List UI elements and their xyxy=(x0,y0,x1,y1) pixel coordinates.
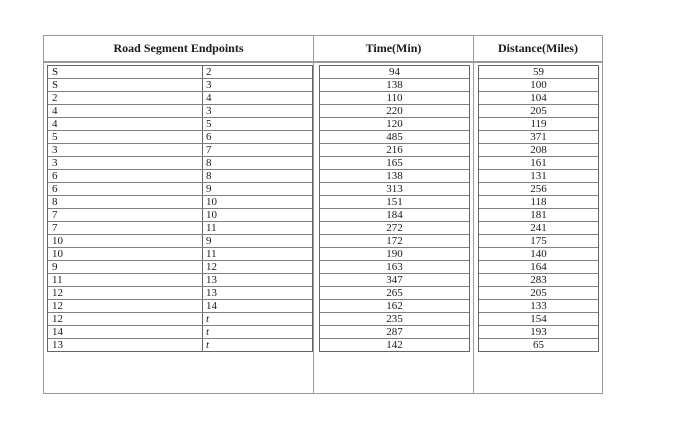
distance-cell: 133 xyxy=(479,300,598,313)
from-node-cell: 10 xyxy=(48,248,203,261)
table-row xyxy=(320,300,469,313)
distance-cell: 205 xyxy=(479,287,598,300)
from-node-cell: 12 xyxy=(48,300,203,313)
from-node-cell: 12 xyxy=(48,287,203,300)
time-cell: 120 xyxy=(320,118,469,131)
table-row xyxy=(320,326,469,339)
table-row xyxy=(320,183,469,196)
from-node-cell: 14 xyxy=(48,326,203,339)
table-row xyxy=(48,79,312,92)
to-node-cell: 5 xyxy=(203,118,313,131)
time-cell: 190 xyxy=(320,248,469,261)
to-node-cell: 10 xyxy=(203,196,313,209)
time-cell: 287 xyxy=(320,326,469,339)
distance-cell: 193 xyxy=(479,326,598,339)
distance-cell: 181 xyxy=(479,209,598,222)
to-node-cell: 11 xyxy=(203,222,313,235)
to-node-cell: t xyxy=(206,339,210,351)
from-node-cell: 12 xyxy=(48,313,203,326)
distance-cell: 104 xyxy=(479,92,598,105)
distance-cell: 154 xyxy=(479,313,598,326)
table-row xyxy=(48,92,312,105)
table-row xyxy=(320,274,469,287)
table-row xyxy=(320,209,469,222)
from-node-cell: 9 xyxy=(48,261,203,274)
to-node-cell: 13 xyxy=(203,287,313,300)
table-row xyxy=(479,339,598,352)
from-node-cell: 4 xyxy=(48,118,203,131)
table-row xyxy=(320,222,469,235)
table-row xyxy=(479,105,598,118)
distance-cell: 59 xyxy=(479,66,598,79)
time-cell: 220 xyxy=(320,105,469,118)
distance-cell: 65 xyxy=(533,339,544,351)
time-cell: 235 xyxy=(320,313,469,326)
table-row xyxy=(479,92,598,105)
time-cell: 172 xyxy=(320,235,469,248)
from-node-cell: 4 xyxy=(48,105,203,118)
table-row xyxy=(48,131,312,144)
table-row xyxy=(479,157,598,170)
table-row xyxy=(320,313,469,326)
table-row xyxy=(320,261,469,274)
table-row xyxy=(479,235,598,248)
time-cell: 162 xyxy=(320,300,469,313)
distance-cell: 175 xyxy=(479,235,598,248)
distance-cell: 241 xyxy=(479,222,598,235)
to-node-cell: 3 xyxy=(203,79,313,92)
table-row xyxy=(479,313,598,326)
table-row xyxy=(48,170,312,183)
distance-cell: 118 xyxy=(479,196,598,209)
distance-cell: 140 xyxy=(479,248,598,261)
table-row xyxy=(320,118,469,131)
table-row xyxy=(48,300,312,313)
to-node-cell: 11 xyxy=(203,248,313,261)
time-cell: 265 xyxy=(320,287,469,300)
table-row xyxy=(320,170,469,183)
table-row xyxy=(479,261,598,274)
from-node-cell: 7 xyxy=(48,209,203,222)
table-row xyxy=(48,287,312,300)
distance-cell: 161 xyxy=(479,157,598,170)
to-node-cell: 6 xyxy=(203,131,313,144)
to-node-cell: 9 xyxy=(203,235,313,248)
to-node-cell: 9 xyxy=(203,183,313,196)
time-cell: 165 xyxy=(320,157,469,170)
table-row xyxy=(48,313,312,326)
table-row xyxy=(320,196,469,209)
table-row xyxy=(48,209,312,222)
from-node-cell: 2 xyxy=(48,92,203,105)
table-row xyxy=(48,183,312,196)
table-row xyxy=(479,196,598,209)
from-node-cell: 5 xyxy=(48,131,203,144)
distance-column xyxy=(478,65,599,352)
table-row xyxy=(48,144,312,157)
to-node-cell: 8 xyxy=(203,170,313,183)
table-row xyxy=(320,79,469,92)
time-cell: 138 xyxy=(320,170,469,183)
table-row xyxy=(320,131,469,144)
from-node-cell: S xyxy=(48,79,203,92)
table-row xyxy=(320,248,469,261)
table-row xyxy=(48,196,312,209)
distance-cell: 283 xyxy=(479,274,598,287)
table-row xyxy=(479,170,598,183)
to-node-cell: 12 xyxy=(203,261,313,274)
header-distance: Distance(Miles) xyxy=(473,35,603,62)
distance-cell: 131 xyxy=(479,170,598,183)
table-row xyxy=(48,157,312,170)
table-row xyxy=(479,248,598,261)
from-node-cell: 10 xyxy=(48,235,203,248)
distance-cell: 371 xyxy=(479,131,598,144)
table-row xyxy=(320,157,469,170)
table-row xyxy=(48,118,312,131)
table-row xyxy=(320,92,469,105)
table-row xyxy=(479,326,598,339)
table-row xyxy=(479,144,598,157)
table-row xyxy=(48,261,312,274)
table-row xyxy=(48,105,312,118)
from-node-cell: 13 xyxy=(48,339,203,352)
to-node-cell: 13 xyxy=(203,274,313,287)
time-cell: 138 xyxy=(320,79,469,92)
table-row xyxy=(479,222,598,235)
distance-cell: 208 xyxy=(479,144,598,157)
time-cell: 313 xyxy=(320,183,469,196)
table-row xyxy=(48,235,312,248)
table-row xyxy=(48,274,312,287)
time-cell: 110 xyxy=(320,92,469,105)
distance-cell: 100 xyxy=(479,79,598,92)
table-row xyxy=(479,183,598,196)
to-node-cell: 2 xyxy=(203,66,313,79)
road-segment-table xyxy=(43,35,603,394)
table-row xyxy=(48,326,312,339)
table-row xyxy=(479,66,598,79)
header-road-segment-endpoints: Road Segment Endpoints xyxy=(43,35,314,62)
time-cell: 163 xyxy=(320,261,469,274)
to-node-cell: 14 xyxy=(203,300,313,313)
time-cell: 485 xyxy=(320,131,469,144)
table-row xyxy=(48,339,312,352)
table-row xyxy=(320,144,469,157)
distance-cell: 256 xyxy=(479,183,598,196)
table-row xyxy=(320,105,469,118)
from-node-cell: 3 xyxy=(48,157,203,170)
from-node-cell: 3 xyxy=(48,144,203,157)
table-row xyxy=(479,118,598,131)
distance-cell: 205 xyxy=(479,105,598,118)
from-node-cell: S xyxy=(48,66,203,79)
time-cell: 151 xyxy=(320,196,469,209)
table-row xyxy=(320,66,469,79)
from-node-cell: 6 xyxy=(48,183,203,196)
time-cell: 184 xyxy=(320,209,469,222)
table-row xyxy=(48,222,312,235)
from-node-cell: 8 xyxy=(48,196,203,209)
table-row xyxy=(479,79,598,92)
time-cell: 272 xyxy=(320,222,469,235)
table-row xyxy=(479,287,598,300)
header-time: Time(Min) xyxy=(313,35,474,62)
table-row xyxy=(479,209,598,222)
table-row xyxy=(320,339,469,352)
to-node-cell: t xyxy=(203,326,313,339)
time-column xyxy=(319,65,470,352)
table-row xyxy=(479,300,598,313)
from-node-cell: 11 xyxy=(48,274,203,287)
to-node-cell: 10 xyxy=(203,209,313,222)
time-cell: 216 xyxy=(320,144,469,157)
time-cell: 347 xyxy=(320,274,469,287)
time-cell: 142 xyxy=(386,339,403,351)
table-row xyxy=(48,66,312,79)
from-node-cell: 7 xyxy=(48,222,203,235)
table-row xyxy=(320,287,469,300)
from-node-cell: 6 xyxy=(48,170,203,183)
table-row xyxy=(320,235,469,248)
to-node-cell: 3 xyxy=(203,105,313,118)
to-node-cell: 8 xyxy=(203,157,313,170)
table-row xyxy=(479,131,598,144)
endpoints-grid xyxy=(47,65,313,352)
to-node-cell: 4 xyxy=(203,92,313,105)
to-node-cell: 7 xyxy=(203,144,313,157)
distance-cell: 119 xyxy=(479,118,598,131)
table-row xyxy=(48,248,312,261)
to-node-cell: t xyxy=(203,313,313,326)
time-cell: 94 xyxy=(320,66,469,79)
table-row xyxy=(479,274,598,287)
distance-cell: 164 xyxy=(479,261,598,274)
